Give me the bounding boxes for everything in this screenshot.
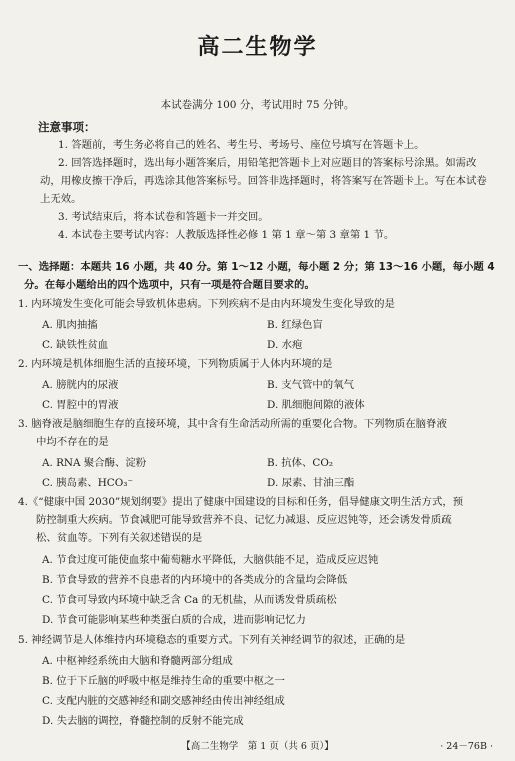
question-3-options [42,451,492,491]
option-a[interactable]: A. 肌肉抽搐 [42,318,98,331]
section-heading [18,258,498,294]
option-b[interactable]: B. 位于下丘脑的呼吸中枢是维持生命的重要中枢之一 [42,674,285,687]
notice-heading: 注意事项： [38,120,96,134]
option-d[interactable]: D. 肌细胞间隙的液体 [267,398,365,411]
question-4-options [42,548,492,628]
option-c[interactable]: C. 节食可导致内环境中缺乏含 Ca 的无机盐，从而诱发骨质疏松 [42,593,337,606]
section-line-1: 一、选择题：本题共 16 小题，共 40 分。第 1～12 小题，每小题 2 分；第 13～16 小题，每小题 4 [18,261,495,273]
option-d[interactable]: D. 失去脑的调控，脊髓控制的反射不能完成 [42,714,244,727]
option-c[interactable]: C. 胰岛素、HCO₃⁻ [42,476,133,489]
question-stem-cont: 防控制重大疾病。节食减肥可能导致营养不良、记忆力减退、反应迟钝等，还会诱发骨质疏 [36,514,452,526]
question-3 [18,415,500,451]
option-a[interactable]: A. 中枢神经系统由大脑和脊髓两部分组成 [42,654,233,667]
option-a[interactable]: A. 膀胱内的尿液 [42,378,119,391]
option-c[interactable]: C. 支配内脏的交感神经和副交感神经由传出神经组成 [42,694,285,707]
option-a[interactable]: A. 节食过度可能使血浆中葡萄糖水平降低，大脑供能不足，造成反应迟钝 [42,553,379,566]
option-b[interactable]: B. 红绿色盲 [267,318,323,331]
question-stem-cont: 中均不存在的是 [36,436,109,448]
question-2 [18,355,500,373]
question-4 [18,493,500,547]
option-d[interactable]: D. 节食可能影响某些种类蛋白质的合成，进而影响记忆力 [42,613,306,626]
option-b[interactable]: B. 节食导致的营养不良患者的内环境中的各类成分的含量均会降低 [42,573,348,586]
option-b[interactable]: B. 支气管中的氧气 [267,378,354,391]
option-d[interactable]: D. 尿素、甘油三酯 [267,476,355,489]
section-line-2: 分。在每小题给出的四个选项中，只有一项是符合题目要求的。 [24,279,315,291]
exam-info: 本试卷满分 100 分，考试用时 75 分钟。 [160,99,355,111]
page-title: 高二生物学 [197,35,318,60]
question-2-options [42,373,492,413]
notice-item-1: 1. 答题前，考生务必将自己的姓名、考生号、考场号、座位号填写在答题卡上。 [58,139,425,151]
question-stem: 3. 脑脊液是脑细胞生存的直接环境，其中含有生命活动所需的重要化合物。下列物质在脑脊液 [18,418,447,430]
question-5 [18,631,500,649]
notice-item-2: 2. 回答选择题时，选出每小题答案后，用铅笔把答题卡上对应题目的答案标号涂黑。如需改动，用橡皮擦干净后，再选涂其他答案标号。回答非选择题时，将答案写在答题卡上。写在本试卷上无效。 [40,157,487,205]
question-stem-cont: 松、贫血等。下列有关叙述错误的是 [36,532,203,544]
exam-code: · 24－76B · [440,741,493,752]
option-c[interactable]: C. 缺铁性贫血 [42,338,109,351]
page-footer: 【高二生物学 第 1 页（共 6 页）】 [181,741,334,752]
notice-list [40,136,492,244]
option-c[interactable]: C. 胃腔中的胃液 [42,398,119,411]
question-1-options [42,313,492,353]
question-stem: 2. 内环境是机体细胞生活的直接环境，下列物质属于人体内环境的是 [18,358,333,370]
question-stem: 5. 神经调节是人体维持内环境稳态的重要方式。下列有关神经调节的叙述，正确的是 [18,634,406,646]
notice-item-4: 4. 本试卷主要考试内容：人教版选择性必修 1 第 1 章～第 3 章第 1 节。 [58,229,395,241]
notice-item-3: 3. 考试结束后，将本试卷和答题卡一并交回。 [58,211,269,223]
question-5-options [42,649,492,729]
option-a[interactable]: A. RNA 聚合酶、淀粉 [42,456,147,469]
question-stem: 1. 内环境发生变化可能会导致机体患病。下列疾病不是由内环境发生变化导致的是 [18,298,395,310]
option-b[interactable]: B. 抗体、CO₂ [267,456,334,469]
question-stem: 4.《“健康中国 2030”规划纲要》提出了健康中国建设的目标和任务，倡导健康文明生活方式，预 [18,496,464,508]
option-d[interactable]: D. 水疱 [267,338,303,351]
question-1 [18,295,500,313]
